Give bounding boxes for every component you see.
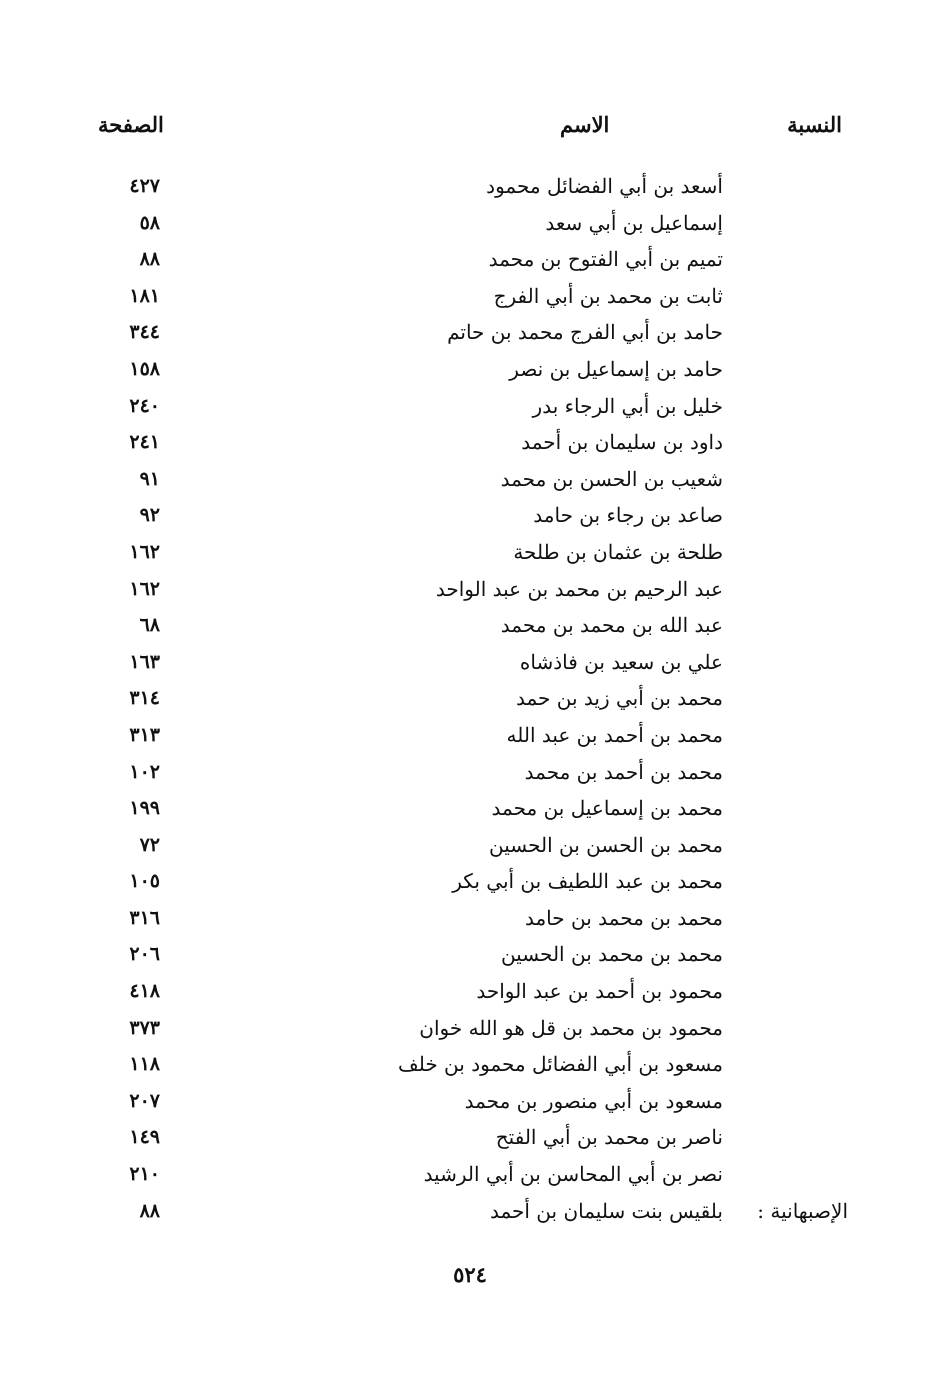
entry-name: عبد الله بن محمد بن محمد xyxy=(500,613,723,638)
index-entry xyxy=(0,388,940,425)
entry-page-number: ١٠٥ xyxy=(129,870,160,893)
index-entry xyxy=(0,461,940,498)
index-entry xyxy=(0,571,940,608)
entry-page-number: ٤٢٧ xyxy=(129,175,160,197)
entry-page-number: ١٨١ xyxy=(129,284,160,307)
entry-page-number: ٩٢ xyxy=(139,504,160,527)
entry-name: محمد بن أحمد بن عبد الله xyxy=(506,722,723,747)
page-number: ٥٢٤ xyxy=(453,1262,487,1287)
index-entry xyxy=(0,1046,940,1083)
entry-page-number: ٣١٣ xyxy=(129,723,160,746)
index-entry xyxy=(0,644,940,681)
entry-name: محمد بن عبد اللطيف بن أبي بكر xyxy=(452,869,723,894)
entry-page-number: ٢٠٧ xyxy=(129,1089,160,1112)
entry-name: محمد بن الحسن بن الحسين xyxy=(489,832,723,857)
entry-name: داود بن سليمان بن أحمد xyxy=(521,430,723,455)
entry-page-number: ١٥٨ xyxy=(129,357,160,380)
entry-name: نصر بن أبي المحاسن بن أبي الرشيد xyxy=(423,1162,723,1187)
index-entry xyxy=(0,717,940,754)
entry-page-number: ٦٨ xyxy=(139,614,160,637)
entry-page-number: ٢٠٦ xyxy=(129,943,160,966)
entry-page-number: ١٦٣ xyxy=(129,650,160,673)
index-entry xyxy=(0,1083,940,1120)
entry-page-number: ٨٨ xyxy=(139,1199,160,1222)
entry-page-number: ٢٤١ xyxy=(129,431,160,454)
entry-name: محمد بن محمد بن الحسين xyxy=(500,942,723,967)
entry-name: طلحة بن عثمان بن طلحة xyxy=(513,539,723,564)
entry-name: محمود بن أحمد بن عبد الواحد xyxy=(476,979,723,1004)
entry-name: محمد بن إسماعيل بن محمد xyxy=(491,796,723,821)
entry-name: حامد بن إسماعيل بن نصر xyxy=(509,356,723,381)
entry-name: عبد الرحيم بن محمد بن عبد الواحد xyxy=(435,576,723,601)
entry-page-number: ١١٨ xyxy=(129,1053,160,1076)
index-entry xyxy=(0,534,940,571)
entry-page-number: ٨٨ xyxy=(139,248,160,271)
entry-name: أسعد بن أبي الفضائل محمود xyxy=(486,174,723,198)
index-entry xyxy=(0,754,940,791)
entry-name: ناصر بن محمد بن أبي الفتح xyxy=(495,1125,723,1150)
index-entry xyxy=(0,1156,940,1193)
entry-page-number: ٣٤٤ xyxy=(129,321,160,344)
entry-name: محمد بن أحمد بن محمد xyxy=(524,759,723,784)
entry-page-number: ٣٧٣ xyxy=(129,1016,160,1039)
entry-name: محمد بن أبي زيد بن حمد xyxy=(516,686,723,711)
entry-name: إسماعيل بن أبي سعد xyxy=(545,210,723,235)
index-entry xyxy=(0,241,940,278)
index-entries xyxy=(0,168,940,1229)
header-nisba: النسبة xyxy=(787,112,842,137)
entry-name: محمد بن محمد بن حامد xyxy=(524,905,723,930)
index-entry xyxy=(0,351,940,388)
index-entry xyxy=(0,607,940,644)
entry-page-number: ١٦٢ xyxy=(129,577,160,600)
index-entry xyxy=(0,900,940,937)
index-entry xyxy=(0,1010,940,1047)
entry-page-number: ١٤٩ xyxy=(129,1126,160,1149)
entry-page-number: ٣١٦ xyxy=(129,906,160,929)
entry-name: شعيب بن الحسن بن محمد xyxy=(500,466,723,491)
entry-name: خليل بن أبي الرجاء بدر xyxy=(532,393,723,418)
index-entry xyxy=(0,205,940,242)
entry-page-number: ١٠٢ xyxy=(129,760,160,783)
entry-nisba: الإصبهانية : xyxy=(757,1198,848,1223)
index-entry xyxy=(0,790,940,827)
index-entry xyxy=(0,827,940,864)
index-entry xyxy=(0,424,940,461)
entry-page-number: ٢٤٠ xyxy=(129,394,160,417)
entry-name: صاعد بن رجاء بن حامد xyxy=(533,503,723,528)
index-entry xyxy=(0,168,940,205)
header-name: الاسم xyxy=(560,112,610,137)
entry-name: حامد بن أبي الفرج محمد بن حاتم xyxy=(447,320,723,345)
entry-page-number: ٥٨ xyxy=(139,211,160,234)
entry-page-number: ٣١٤ xyxy=(129,687,160,710)
entry-name: ثابت بن محمد بن أبي الفرج xyxy=(493,283,723,308)
entry-page-number: ٤١٨ xyxy=(129,980,160,1003)
entry-name: محمود بن محمد بن قل هو الله خوان xyxy=(419,1015,723,1040)
entry-page-number: ١٦٢ xyxy=(129,540,160,563)
index-entry xyxy=(0,1193,940,1230)
index-entry xyxy=(0,973,940,1010)
index-entry xyxy=(0,863,940,900)
index-entry xyxy=(0,278,940,315)
entry-name: تميم بن أبي الفتوح بن محمد xyxy=(488,247,723,272)
index-entry xyxy=(0,680,940,717)
entry-name: علي بن سعيد بن فاذشاه xyxy=(519,649,723,674)
entry-page-number: ٢١٠ xyxy=(129,1163,160,1186)
entry-page-number: ١٩٩ xyxy=(129,797,160,820)
entry-page-number: ٩١ xyxy=(139,467,160,490)
entry-name: مسعود بن أبي الفضائل محمود بن خلف xyxy=(398,1052,723,1077)
entry-page-number: ٧٢ xyxy=(139,833,160,856)
header-page: الصفحة xyxy=(98,112,164,137)
entry-name: بلقيس بنت سليمان بن أحمد xyxy=(489,1198,723,1223)
index-entry xyxy=(0,314,940,351)
index-entry xyxy=(0,497,940,534)
entry-name: مسعود بن أبي منصور بن محمد xyxy=(464,1088,723,1113)
index-entry xyxy=(0,1119,940,1156)
index-entry xyxy=(0,936,940,973)
